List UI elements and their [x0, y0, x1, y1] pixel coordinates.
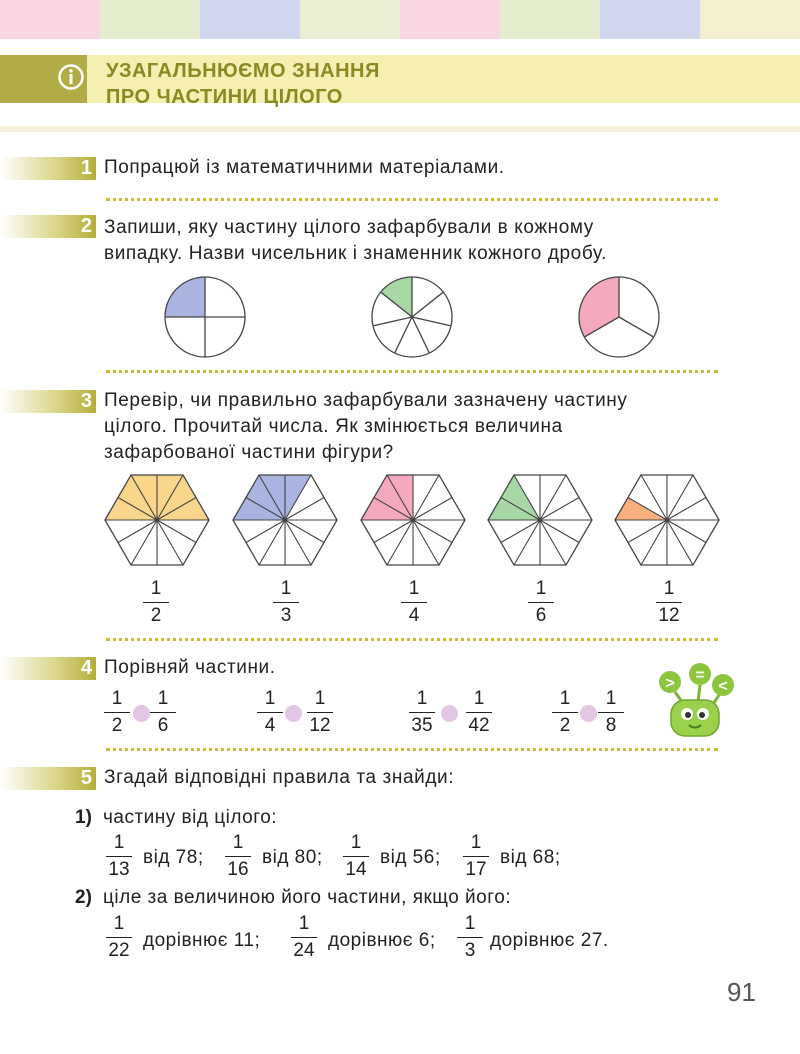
- fraction: 1 22: [97, 913, 141, 962]
- dotted-separator: [106, 748, 718, 751]
- task-number-label: 3: [80, 390, 92, 412]
- fraction-twelfth: 1 12: [647, 578, 691, 627]
- task-3-text: [104, 388, 628, 466]
- strip-segment: [700, 0, 800, 39]
- fraction-suffix: від 78;: [143, 847, 204, 868]
- fraction-suffix: дорівнює 27.: [490, 930, 609, 951]
- mascot-symbol: <: [718, 678, 728, 695]
- subtask-1-text: частину від цілого:: [103, 807, 278, 828]
- dotted-separator: [106, 638, 718, 641]
- fraction-suffix: від 68;: [500, 847, 561, 868]
- compare-fraction: 1 35: [400, 688, 444, 737]
- compare-fraction: 1 2: [543, 688, 587, 737]
- subtask-2-label: 2): [75, 887, 92, 908]
- subtask-1-label: 1): [75, 807, 92, 828]
- fraction: 1 3: [448, 913, 492, 962]
- hexagon-figures: [0, 470, 800, 570]
- fraction-suffix: дорівнює 11;: [143, 930, 261, 951]
- dotted-separator: [106, 370, 718, 373]
- task-2-line-2: випадку. Назви чисельник і знаменник кожного дробу.: [104, 243, 607, 264]
- fraction-suffix: від 56;: [380, 847, 441, 868]
- strip-segment: [300, 0, 400, 39]
- strip-segment: [200, 0, 300, 39]
- compare-fraction: 1 4: [248, 688, 292, 737]
- subtask-2-text: ціле за величиною його частини, якщо його:: [103, 887, 512, 908]
- task-2-line-1: Запиши, яку частину цілого зафарбували в кожному: [104, 217, 594, 238]
- fraction: 1 24: [282, 913, 326, 962]
- mascot-icon: [655, 662, 745, 738]
- fraction-half: 1 2: [134, 578, 178, 627]
- fraction-suffix: від 80;: [262, 847, 323, 868]
- task-number-label: 5: [80, 767, 92, 789]
- title-line-2: ПРО ЧАСТИНИ ЦІЛОГО: [106, 86, 343, 108]
- fraction: 1 14: [334, 832, 378, 881]
- mascot-symbol: =: [695, 667, 705, 684]
- shaded-sector: [381, 277, 412, 317]
- fraction: 1 17: [454, 832, 498, 881]
- task-3-line-2: цілого. Прочитай числа. Як змінюється величина: [104, 416, 563, 437]
- task-2-text: [104, 215, 607, 267]
- circle-thirds: [578, 276, 660, 358]
- page-title: [106, 58, 380, 110]
- fraction-sixth: 1 6: [519, 578, 563, 627]
- circle-quarters: [164, 276, 246, 358]
- task-4-text: Порівняй частини.: [104, 657, 276, 678]
- task-number-3: [0, 390, 96, 413]
- title-line-1: УЗАГАЛЬНЮЄМО ЗНАННЯ: [106, 60, 380, 82]
- hexagon: [615, 475, 719, 565]
- strip-segment: [500, 0, 600, 39]
- task-number-4: [0, 657, 96, 680]
- top-color-strip: [0, 0, 800, 39]
- strip-segment: [600, 0, 700, 39]
- task-5-text: Згадай відповідні правила та знайди:: [104, 767, 455, 788]
- fraction-suffix: дорівнює 6;: [328, 930, 436, 951]
- strip-segment: [0, 0, 100, 39]
- fraction: 1 16: [216, 832, 260, 881]
- info-icon: [58, 64, 84, 90]
- dotted-separator: [106, 198, 718, 201]
- task-number-1: [0, 157, 96, 180]
- compare-fraction: 1 42: [457, 688, 501, 737]
- compare-fraction: 1 8: [589, 688, 633, 737]
- hexagon: [233, 475, 337, 565]
- task-number-2: [0, 215, 96, 238]
- fraction-third: 1 3: [264, 578, 308, 627]
- header-divider: [0, 126, 800, 132]
- hexagon: [488, 475, 592, 565]
- task-1-text: Попрацюй із математичними матеріалами.: [104, 157, 505, 178]
- compare-fraction: 1 12: [298, 688, 342, 737]
- strip-segment: [100, 0, 200, 39]
- fraction: 1 13: [97, 832, 141, 881]
- hexagon: [105, 475, 209, 565]
- task-number-label: 4: [80, 657, 92, 679]
- comparison-slot[interactable]: [441, 705, 458, 722]
- circle-sevenths: [371, 276, 453, 358]
- compare-fraction: 1 6: [141, 688, 185, 737]
- task-number-label: 2: [80, 215, 92, 237]
- task-3-line-3: зафарбованої частини фігури?: [104, 442, 394, 463]
- hexagon: [361, 475, 465, 565]
- task-3-line-1: Перевір, чи правильно зафарбували зазначену частину: [104, 390, 628, 411]
- task-number-label: 1: [80, 157, 92, 179]
- mascot-symbol: >: [665, 675, 675, 692]
- page-number: 91: [727, 977, 756, 1007]
- shaded-sector: [615, 497, 667, 520]
- task-number-5: [0, 767, 96, 790]
- strip-segment: [400, 0, 500, 39]
- compare-fraction: 1 2: [95, 688, 139, 737]
- fraction-quarter: 1 4: [392, 578, 436, 627]
